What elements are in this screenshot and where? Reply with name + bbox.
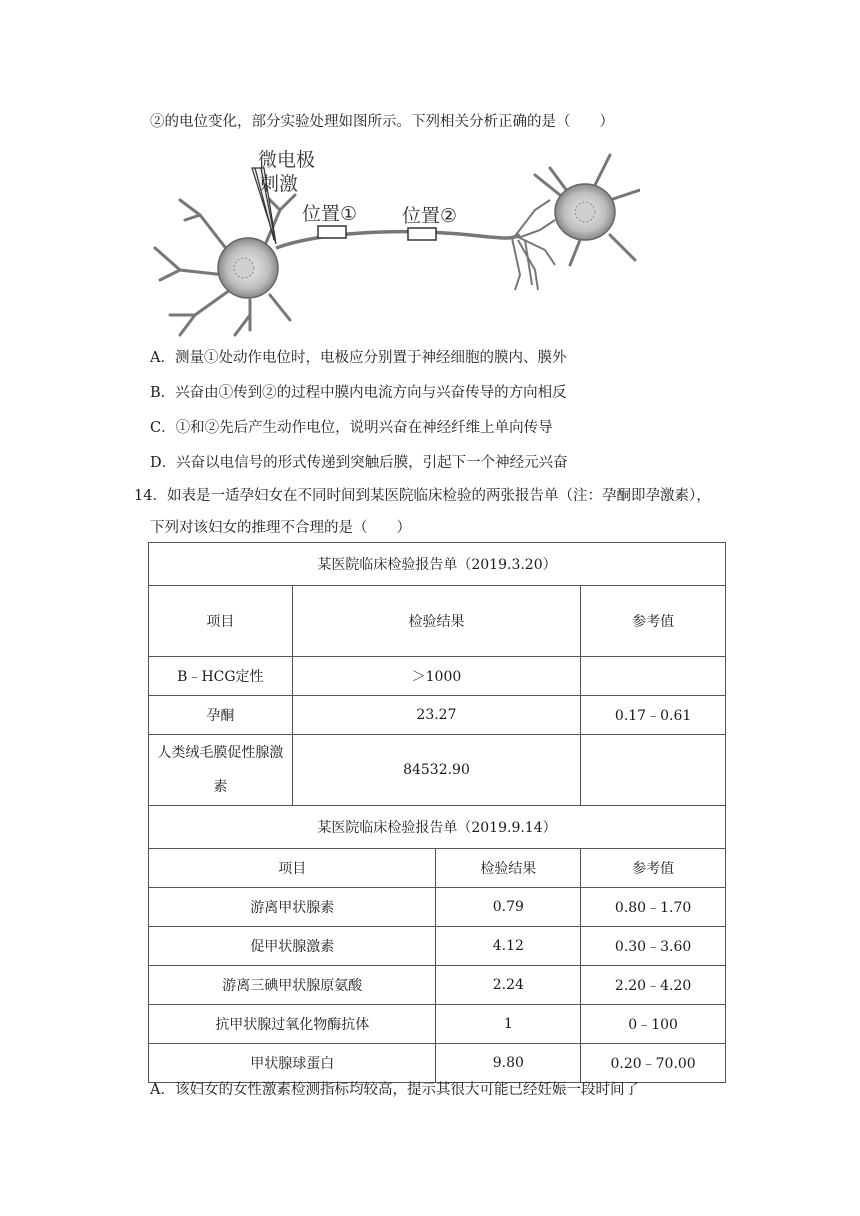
question-14-line1: 14．如表是一适孕妇女在不同时间到某医院临床检验的两张报告单（注：孕酮即孕激素），: [134, 488, 711, 504]
report2-row5-ref: 0.20﹣70.00: [581, 1044, 726, 1083]
position-2-box: [408, 228, 436, 240]
lab-report-table: [148, 542, 726, 1083]
report2-row4-item: 抗甲状腺过氧化物酶抗体: [149, 1005, 436, 1044]
report2-row4-ref: 0﹣100: [581, 1005, 726, 1044]
option-b: B．兴奋由①传到②的过程中膜内电流方向与兴奋传导的方向相反: [150, 385, 567, 401]
report2-row2-ref: 0.30﹣3.60: [581, 927, 726, 966]
electrode-label-line2: 刺激: [260, 173, 299, 195]
report2-row3-item: 游离三碘甲状腺原氨酸: [149, 966, 436, 1005]
question-14-line2: 下列对该妇女的推理不合理的是（ ）: [150, 520, 411, 536]
position-2-label: 位置②: [402, 205, 458, 227]
report2-row3-ref: 2.20﹣4.20: [581, 966, 726, 1005]
neuron-diagram: [140, 140, 640, 340]
report2-row1-ref: 0.80﹣1.70: [581, 888, 726, 927]
report1-row1-ref: [581, 657, 726, 696]
report1-title: 某医院临床检验报告单（2019.3.20）: [149, 543, 726, 586]
report1-row2-result: 23.27: [292, 696, 580, 735]
report2-row2-result: 4.12: [436, 927, 581, 966]
electrode-label-line1: 微电极: [258, 149, 316, 171]
report1-row2-item: 孕酮: [149, 696, 293, 735]
position-1-label: 位置①: [302, 203, 358, 225]
report2-row3-result: 2.24: [436, 966, 581, 1005]
report2-header-result: 检验结果: [436, 849, 581, 888]
option-a: A．测量①处动作电位时，电极应分别置于神经细胞的膜内、膜外: [150, 350, 567, 366]
position-1-box: [318, 226, 346, 238]
report2-row5-item: 甲状腺球蛋白: [149, 1044, 436, 1083]
report1-header-result: 检验结果: [292, 586, 580, 657]
left-nucleus: [234, 258, 254, 278]
report2-row1-result: 0.79: [436, 888, 581, 927]
report1-row2-ref: 0.17﹣0.61: [581, 696, 726, 735]
report2-header-item: 项目: [149, 849, 436, 888]
report1-row3-item: 人类绒毛膜促性腺激素: [149, 735, 293, 806]
question-14-option-a: A．该妇女的女性激素检测指标均较高，提示其很大可能已经妊娠一段时间了: [150, 1082, 639, 1098]
report2-title: 某医院临床检验报告单（2019.9.14）: [149, 806, 726, 849]
question-stem-tail: ②的电位变化，部分实验处理如图所示。下列相关分析正确的是（ ）: [150, 114, 614, 130]
report1-row1-item: B﹣HCG定性: [149, 657, 293, 696]
report1-row3-ref: [581, 735, 726, 806]
report1-header-ref: 参考值: [581, 586, 726, 657]
report1-header-item: 项目: [149, 586, 293, 657]
report2-row4-result: 1: [436, 1005, 581, 1044]
right-nucleus: [575, 202, 595, 222]
report2-row2-item: 促甲状腺激素: [149, 927, 436, 966]
report2-row1-item: 游离甲状腺素: [149, 888, 436, 927]
report2-header-ref: 参考值: [581, 849, 726, 888]
report1-row3-result: 84532.90: [292, 735, 580, 806]
option-d: D．兴奋以电信号的形式传递到突触后膜，引起下一个神经元兴奋: [150, 455, 568, 471]
option-c: C．①和②先后产生动作电位，说明兴奋在神经纤维上单向传导: [150, 420, 553, 436]
report2-row5-result: 9.80: [436, 1044, 581, 1083]
axon-terminals: [512, 200, 555, 290]
axon: [276, 232, 520, 248]
report1-row1-result: ＞1000: [292, 657, 580, 696]
